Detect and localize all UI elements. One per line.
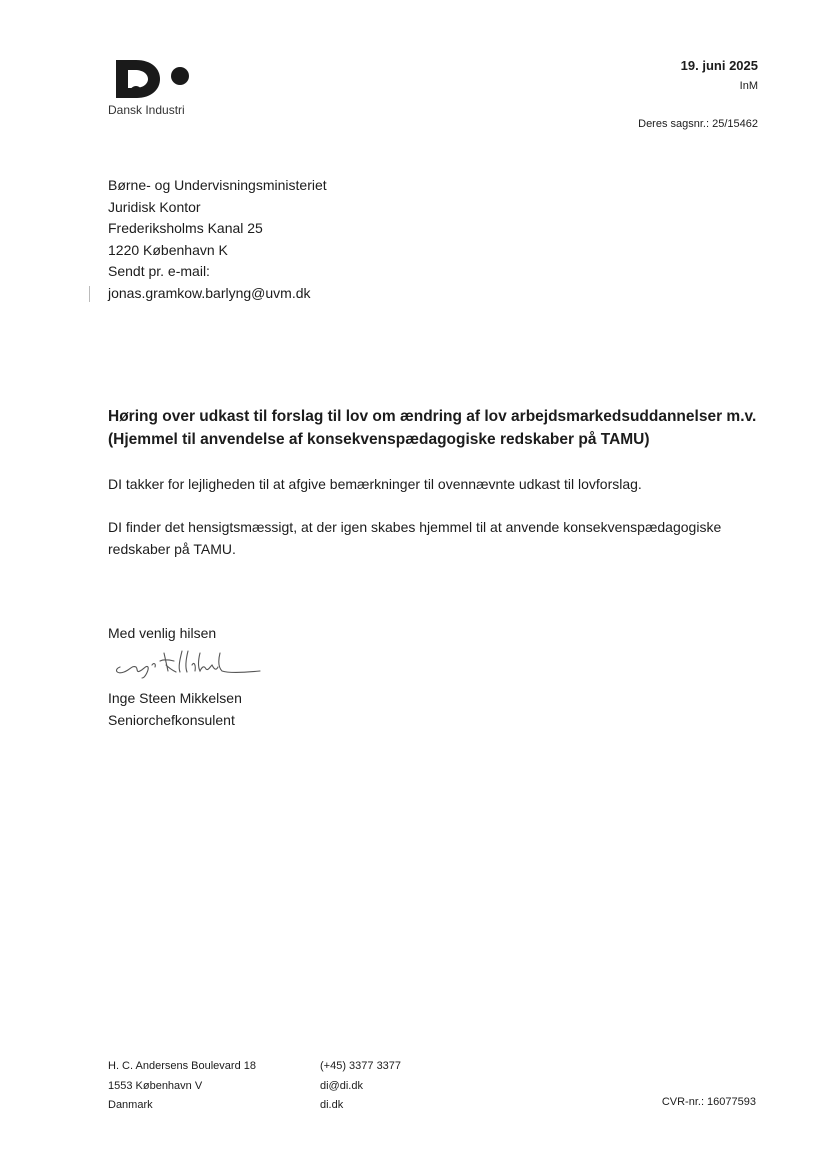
letter-date: 19. juni 2025 [680,58,758,73]
address-line: Sendt pr. e-mail: [108,263,210,279]
footer-email: di@di.dk [320,1079,363,1092]
address-line: Juridisk Kontor [108,198,201,215]
address-line: 1220 København K [108,241,228,258]
footer-phone: (+45) 3377 3377 [320,1060,402,1072]
sender-initials: InM [739,80,758,92]
signatory-title: Seniorchefkonsulent [108,711,235,728]
closing-greeting: Med venlig hilsen [108,625,217,641]
signatory [108,688,242,731]
footer-address [108,1057,256,1116]
footer-website: di.dk [320,1099,344,1111]
address-line: Børne- og Undervisningsministeriet [108,177,327,193]
recipient-address [108,175,327,304]
footer-address-line: H. C. Andersens Boulevard 18 [108,1060,256,1072]
handwritten-signature [112,645,272,681]
letter-subject: Høring over udkast til forslag til lov om ændring af lov arbejdsmarkedsuddannelser m.v. (Hjemmel til anvendelse af konsekvenspædagogiske redskaber på TAMU) [108,408,757,448]
case-ref-label: Deres sagsnr.: [638,118,710,130]
company-logo [108,58,198,120]
case-ref-value: 25/15462 [712,118,758,130]
address-line: Frederiksholms Kanal 25 [108,220,263,236]
footer-cvr: CVR-nr.: 16077593 [661,1096,756,1108]
body-paragraph-2: DI finder det hensigtsmæssigt, at der igen skabes hjemmel til at anvende konsekvenspædagogiske redskaber på TAMU. [108,519,722,557]
logo-wordmark: Dansk Industri [108,103,185,117]
footer-contact [320,1057,401,1116]
recipient-email: jonas.gramkow.barlyng@uvm.dk [108,284,311,301]
footer-address-line: 1553 København V [108,1079,203,1092]
case-reference [638,118,758,130]
body-paragraph-1: DI takker for lejligheden til at afgive bemærkninger til ovennævnte udkast til lovforslag. [108,476,642,492]
signatory-name: Inge Steen Mikkelsen [108,690,242,706]
margin-mark [89,286,90,302]
di-logo-icon [116,58,192,100]
footer-address-line: Danmark [108,1099,153,1111]
